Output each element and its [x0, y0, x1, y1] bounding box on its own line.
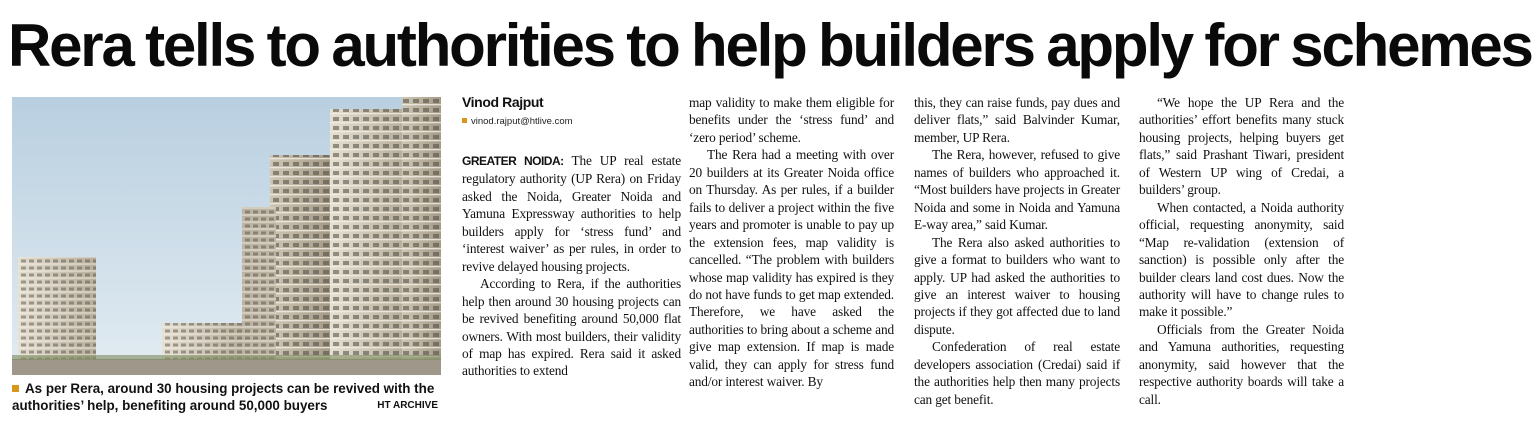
byline-author: Vinod Rajput [462, 94, 544, 110]
article-column-2 [689, 94, 894, 391]
photo-credit: HT ARCHIVE [377, 400, 438, 411]
article-column-1 [462, 152, 681, 380]
headline: Rera tells to authorities to help builders apply for schemes [8, 12, 1532, 79]
email-text: vinod.rajput@htlive.com [471, 116, 573, 127]
bullet-square-icon [462, 118, 467, 123]
paragraph: The Rera, however, refused to give names of builders who approached it. “Most builders have projects in Greater Noida and some in Noida and Yamuna E-way area,” said Kumar. [914, 147, 1120, 233]
article-column-3 [914, 94, 1120, 408]
paragraph: Officials from the Greater Noida and Yamuna authorities, requesting anonymity, said however that the respective authority boards will take a call. [1139, 321, 1344, 407]
paragraph [462, 152, 681, 275]
paragraph: Confederation of real estate developers association (Credai) said if the authorities help then many projects can get benefit. [914, 339, 1120, 407]
paragraph: The Rera had a meeting with over 20 builders at its Greater Noida office on Thursday. As per rules, if a builder fails to deliver a project within the five years and promoter is unable to pay up the extension fees, map validity is cancelled. “The problem with builders whose map validity has expired is they do not have funds to get map extended. Therefore, we have asked the authorities to bring about a scheme and give map extension. If map is made valid, they can apply for stress fund and/or interest waiver. By [689, 147, 894, 390]
paragraph: map validity to make them eligible for benefits under the ‘stress fund’ and ‘zero period’ scheme. [689, 95, 894, 145]
article-column-4 [1139, 94, 1344, 408]
paragraph-text: The UP real estate regulatory authority (UP Rera) on Friday asked the Noida, Greater Noida and Yamuna Expressway authorities to help builders apply for ‘stress fund’ and ‘interest waiver’ as per rules, in order to revive delayed housing projects. [462, 153, 681, 274]
paragraph: “We hope the UP Rera and the authorities’ effort benefits many stuck housing projects, helping buyers get flats,” said Prashant Tiwari, president of Western UP wing of Credai, a builders’ group. [1139, 95, 1344, 198]
bullet-square-icon [12, 385, 19, 392]
caption-text: As per Rera, around 30 housing projects can be revived with the authorities’ help, benefiting around 50,000 buyers [12, 381, 435, 413]
dateline: GREATER NOIDA: [462, 154, 564, 168]
paragraph: When contacted, a Noida authority official, requesting anonymity, said “Map re-validation (extension of sanction) is possible only after the builder clears land cost dues. Now the authority will have to change rules to make it possible.” [1139, 199, 1344, 320]
paragraph: According to Rera, if the authorities help then around 30 housing projects can be revived benefiting around 50,000 flat owners. With most builders, their validity of map has expired. Rera said it asked authorities to extend [462, 276, 681, 379]
photo-caption [12, 380, 442, 414]
byline-email [462, 116, 573, 127]
article-photo [12, 97, 441, 375]
paragraph: this, they can raise funds, pay dues and deliver flats,” said Balvinder Kumar, member, UP Rera. [914, 95, 1120, 145]
paragraph: The Rera also asked authorities to give a format to builders who want to apply. UP had asked the authorities to give an interest waiver to housing projects if they got affected due to land dispute. [914, 234, 1120, 337]
